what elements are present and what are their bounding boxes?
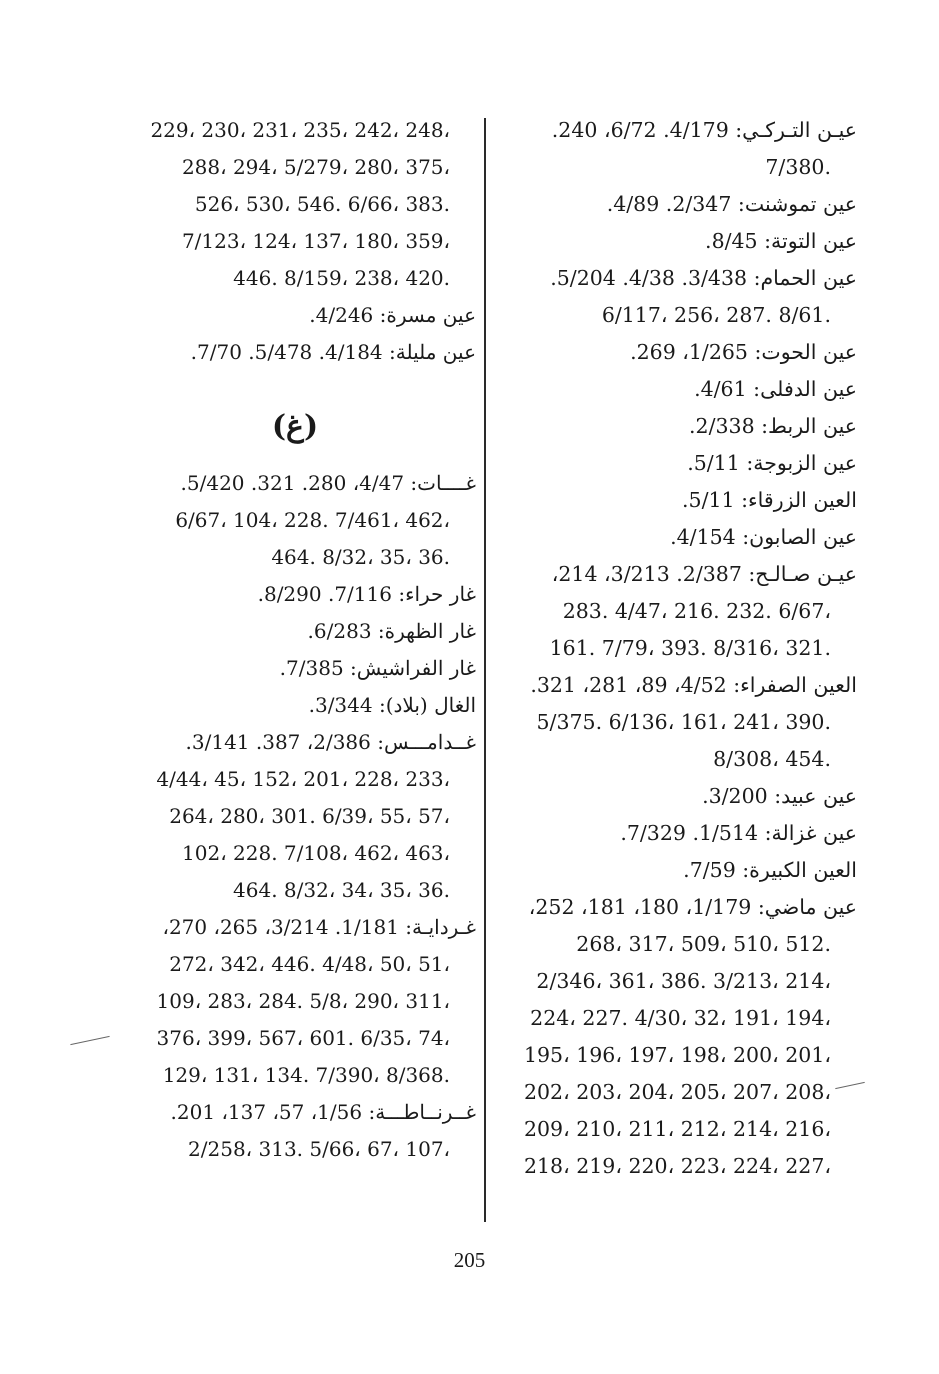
index-column-right [487,112,857,1185]
stray-mark [70,1036,109,1045]
index-continuation-line: 129، 131، 134. 7/390، 8/368. [162,1063,450,1087]
index-entry-line: عين غزالة: 1/514. 7/329. [620,821,857,845]
index-entry-line: عيـن صـالـح: 2/387. 3/213، 214، [551,562,857,586]
index-continuation-line: 161. 7/79، 393. 8/316، 321. [549,636,831,660]
index-continuation-line: 6/117، 256، 287. 8/61. [601,303,831,327]
index-continuation-line: 376، 399، 567، 601. 6/35، 74، [156,1026,450,1050]
index-entry-line: عين الزبوجة: 5/11. [687,451,857,475]
page-number: 205 [453,1248,486,1272]
index-continuation-line: 8/308، 454. [713,747,831,771]
index-continuation-line: 5/375. 6/136، 161، 241، 390. [536,710,831,734]
index-entry-line: عين مليلة: 4/184. 5/478. 7/70. [190,340,476,364]
section-heading: (غ) [271,409,319,444]
column-divider [484,118,486,1222]
index-column-left [114,112,476,1168]
index-entry-line: العين الكبيرة: 7/59. [683,858,857,882]
index-entry-line: الغال (بلاد): 3/344. [308,693,476,717]
index-entry-line: عين عبيد: 3/200. [702,784,857,808]
index-continuation-line: 268، 317، 509، 510، 512. [576,932,831,956]
index-continuation-line: 288، 294، 5/279، 280، 375، [181,155,450,179]
index-continuation-line: 2/346، 361، 386. 3/213، 214، [536,969,831,993]
index-continuation-line: 102، 228. 7/108، 462، 463، [182,841,450,865]
index-entry-line: عين الصابون: 4/154. [670,525,857,549]
index-continuation-line: 464. 8/32، 34، 35، 36. [233,878,450,902]
left-column-top-entries [114,112,476,371]
index-entry-line: غــدامـــس: 2/386، 387. 3/141. [185,730,476,754]
index-entry-line: عين تموشنت: 2/347. 4/89. [606,192,857,216]
index-continuation-line: 209، 210، 211، 212، 214، 216، [523,1117,831,1141]
index-continuation-line: 4/44، 45، 152، 201، 228، 233، [156,767,450,791]
index-continuation-line: 7/123، 124، 137، 180، 359، [181,229,450,253]
index-entry-line: غــــات: 4/47، 280. 321. 5/420. [180,471,476,495]
index-entry-line: عين الدفلى: 4/61. [694,377,857,401]
index-continuation-line: 229، 230، 231، 235، 242، 248، [150,118,450,142]
index-continuation-line: 526، 530، 546. 6/66، 383. [194,192,450,216]
index-entry-line: عين الحوت: 1/265، 269. [630,340,857,364]
index-entry-line: عين مسرة: 4/246. [309,303,476,327]
index-entry-line: غـردايـة: 1/181. 3/214، 265، 270، [162,915,476,939]
index-continuation-line: 109، 283، 284. 5/8، 290، 311، [156,989,450,1013]
index-entry-line: غار حراء: 7/116. 8/290. [257,582,476,606]
index-continuation-line: 224، 227. 4/30، 32، 191، 194، [530,1006,831,1030]
index-continuation-line: 218، 219، 220، 223، 224، 227، [523,1154,831,1178]
index-entry-line: عين الحمام: 3/438. 4/38. 5/204. [550,266,857,290]
index-continuation-line: 195، 196، 197، 198، 200، 201، [523,1043,831,1067]
index-continuation-line: 2/258، 313. 5/66، 67، 107، [188,1137,450,1161]
index-entry-line: عيـن التـركـي: 4/179. 6/72، 240. [551,118,857,142]
index-entry-line: عين التوتة: 8/45. [705,229,857,253]
index-continuation-line: 7/380. [765,155,831,179]
index-entry-line: غــرنــاطـــة: 1/56، 57، 137، 201. [170,1100,476,1124]
index-entry-line: عين ماضي: 1/179، 180، 181، 252، [528,895,857,919]
index-continuation-line: 446. 8/159، 238، 420. [233,266,450,290]
index-continuation-line: 202، 203، 204، 205، 207، 208، [523,1080,831,1104]
index-entry-line: غار الظهرة: 6/283. [307,619,476,643]
index-continuation-line: 464. 8/32، 35، 36. [271,545,450,569]
index-entry-line: العين الزرقاء: 5/11. [682,488,857,512]
index-continuation-line: 283. 4/47، 216. 232. 6/67، [562,599,831,623]
index-continuation-line: 272، 342، 446. 4/48، 50، 51، [169,952,450,976]
index-entry-line: غار الفراشيش: 7/385. [279,656,476,680]
index-entry-line: العين الصفراء: 4/52، 89، 281، 321. [530,673,857,697]
left-column-bottom-entries [114,465,476,1168]
index-continuation-line: 6/67، 104، 228. 7/461، 462، [175,508,450,532]
index-entry-line: عين الربط: 2/338. [689,414,857,438]
index-continuation-line: 264، 280، 301. 6/39، 55، 57، [169,804,450,828]
